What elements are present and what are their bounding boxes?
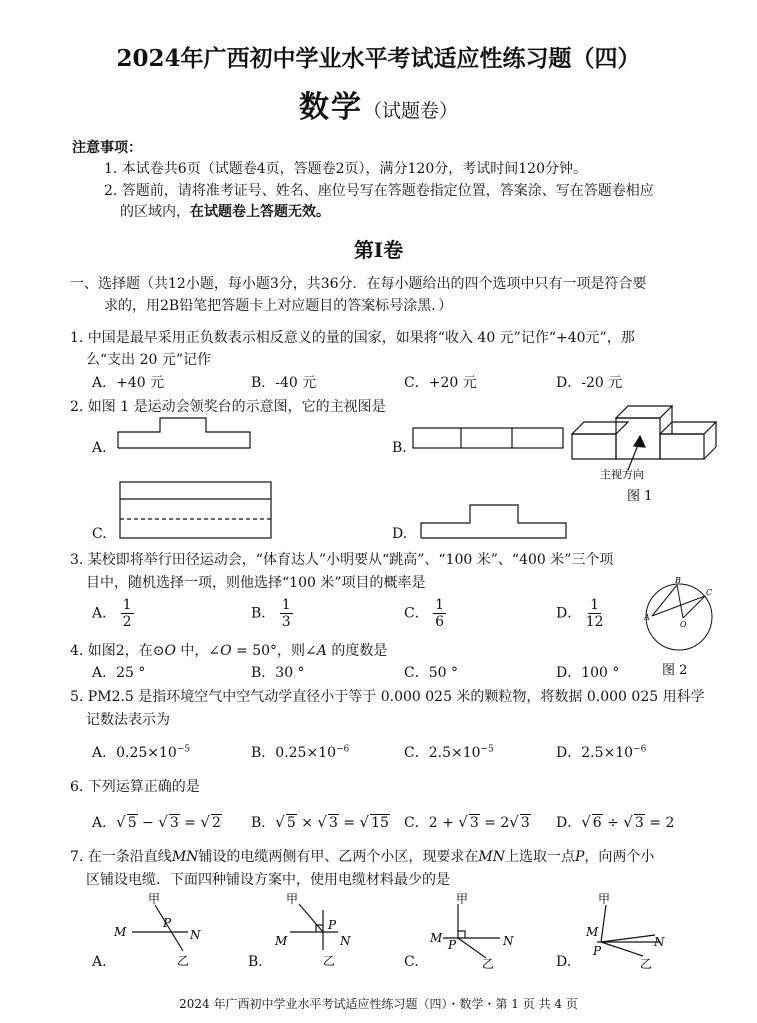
q6-label-b: B． (251, 815, 276, 831)
fig2-point-b: B (675, 576, 681, 585)
q3-fraction-b (280, 597, 293, 630)
q3-option-d (556, 597, 604, 630)
q6a-r1: 5 (127, 815, 137, 831)
q2-figure-b (413, 428, 563, 448)
q3-option-a (92, 597, 134, 630)
q3-label-c: C． (404, 605, 429, 622)
part-title: 第Ⅰ卷 (353, 238, 404, 262)
q5-line-2: 记数法表示为 (86, 712, 170, 728)
q3-label-a: A． (92, 605, 117, 622)
q7b-yi: 乙 (323, 954, 336, 968)
q7-label-c: C. (404, 954, 419, 970)
q7-line1-d: ，向两个小 (584, 849, 655, 865)
q3-den-d: 12 (585, 614, 604, 630)
q3-num-d: 1 (590, 597, 600, 613)
q7b-m: M (275, 934, 288, 948)
q5-mantissa-b: 0.25×10 (275, 745, 337, 761)
q7a-p: P (163, 916, 172, 930)
q6b-r2: 3 (328, 815, 338, 831)
q6c-r2: 3 (520, 815, 530, 831)
q2-label-c: C. (92, 526, 107, 542)
q1-option-b: B．-40 元 (251, 375, 317, 391)
q3-option-b (251, 597, 293, 630)
page-footer: 2024 年广西初中学业水平考试适应性练习题（四）・数学・第 1 页 共 4 页 (179, 997, 578, 1011)
q7a-yi: 乙 (177, 954, 190, 968)
q7-figure-a (132, 905, 188, 951)
q6c-r1: 3 (469, 815, 479, 831)
q7-label-b: B. (248, 954, 263, 970)
q3-option-c (404, 597, 446, 630)
q2-figure-d (421, 505, 566, 538)
q5-exp-d: −6 (633, 744, 647, 755)
q1-line-2: 么“支出 20 元”记作 (86, 352, 212, 368)
q6b-eq: = (338, 815, 360, 831)
q7-line1-b: 铺设的电缆两侧有甲、乙两个小区，现要求在 (198, 849, 479, 865)
q3-num-b: 1 (281, 597, 291, 613)
q4-stem-a2: A (316, 643, 327, 659)
q4-stem-b: 中，∠ (175, 643, 221, 659)
figure-2-circle (646, 584, 712, 650)
q4-stem-o2: O (220, 643, 232, 659)
q6-option-b: B．√ 5 × √ 3 = √ 15 (251, 813, 389, 831)
q7c-n: N (503, 934, 514, 948)
q7-line1-c: 上选取一点 (505, 849, 575, 865)
q3-label-d: D． (556, 605, 582, 622)
q7-line1-a: 7. 在一条沿直线 (70, 849, 172, 865)
q2-label-a: A. (92, 440, 107, 456)
q7-line-1 (70, 846, 654, 866)
q4-fig-label: 图 2 (662, 663, 688, 678)
figure-1-podium (572, 406, 716, 470)
q3-fraction-a (121, 597, 134, 630)
q3-fraction-c (433, 597, 446, 630)
q2-label-d: D. (392, 526, 408, 542)
q5-label-d: D． (556, 745, 582, 761)
q7b-n: N (340, 934, 351, 948)
q5-mantissa-c: 2.5×10 (428, 745, 481, 761)
q5-option-a (92, 742, 190, 762)
q6d-r1: 6 (592, 815, 602, 831)
q6a-op: − (137, 815, 159, 831)
q7-line1-mn2: MN (478, 849, 505, 865)
q7d-yi: 乙 (640, 957, 653, 971)
q5-exp-c: −5 (480, 744, 494, 755)
q6-option-d: D．√ 6 ÷ √ 3 = 2 (556, 813, 675, 831)
q5-option-d (556, 742, 646, 762)
q6a-r2: 3 (169, 815, 179, 831)
q3-line-2: 目中，随机选择一项，则他选择“100 米”项目的概率是 (86, 575, 426, 591)
q5-label-c: C． (404, 745, 429, 761)
q5-option-c (404, 742, 494, 762)
q2-fig-label: 图 1 (627, 489, 653, 504)
q3-den-a: 2 (122, 614, 132, 630)
q6-stem: 6. 下列运算正确的是 (70, 779, 200, 795)
q6c-pre: 2 + (428, 815, 459, 831)
q2-stem: 2. 如图 1 是运动会领奖台的示意图，它的主视图是 (70, 399, 386, 415)
q6-label-a: A． (92, 815, 117, 831)
q5-mantissa-d: 2.5×10 (581, 745, 634, 761)
q3-den-b: 3 (281, 614, 291, 630)
subject-title: 数学 (298, 90, 363, 125)
section1-line-2: 求的，用2B铅笔把答题卡上对应题目的答案标号涂黑．） (104, 298, 453, 314)
q1-option-d: D．-20 元 (556, 375, 623, 391)
q7a-m: M (114, 925, 127, 939)
q7d-n: N (654, 935, 665, 949)
q6b-r1: 5 (286, 815, 296, 831)
q5-mantissa-a: 0.25×10 (116, 745, 177, 761)
q1-line-1: 1. 中国是最早采用正负数表示相反意义的量的国家，如果将“收入 40 元”记作“+40元”，那 (70, 330, 635, 346)
q2-view-label: 主视方向 (600, 468, 644, 481)
q5-exp-b: −6 (336, 744, 350, 755)
notice-heading: 注意事项： (72, 140, 142, 156)
q6d-r2: 3 (634, 815, 644, 831)
q6d-eq: = 2 (644, 815, 675, 831)
notice-line-2b-bold: 在试题卷上答题无效。 (190, 204, 330, 220)
q6a-r3: 2 (211, 815, 221, 831)
q6-option-a: A．√ 5 − √ 3 = √ 2 (92, 813, 221, 831)
q5-label-a: A． (92, 745, 117, 761)
q3-line-1: 3. 某校即将举行田径运动会，“体育达人”小明要从“跳高”、“100 米”、“400 米”三个项 (70, 552, 614, 568)
q4-stem (70, 640, 387, 660)
q7b-jia: 甲 (286, 892, 299, 906)
fig2-point-o: O (680, 620, 687, 629)
q4-option-c: C．50 ° (404, 665, 458, 681)
q2-label-b: B. (392, 440, 407, 456)
q7c-jia: 甲 (456, 892, 469, 906)
q7c-m: M (430, 931, 443, 945)
q1-option-c: C．+20 元 (404, 375, 477, 391)
q4-option-b: B．30 ° (251, 665, 305, 681)
q6-option-c: C．2 + √ 3 = 2√ 3 (404, 813, 530, 831)
paper-type: （试题卷） (362, 100, 458, 122)
q7-label-d: D. (556, 954, 572, 970)
q4-stem-c: = 50°，则∠ (231, 643, 317, 659)
q4-option-a: A．25 ° (92, 665, 146, 681)
q5-label-b: B． (251, 745, 276, 761)
q3-label-b: B． (251, 605, 276, 622)
q6-label-d: D． (556, 815, 582, 831)
q7c-yi: 乙 (482, 957, 495, 971)
q6-label-c: C． (404, 815, 429, 831)
q7a-n: N (190, 928, 201, 942)
q5-line-1: 5. PM2.5 是指环境空气中空气动学直径小于等于 0.000 025 米的颗粒物，将数据 0.000 025 用科学 (70, 689, 705, 705)
q6a-eq: = (179, 815, 201, 831)
fig2-point-a: A (644, 613, 650, 622)
q6c-eq: = 2 (479, 815, 510, 831)
q7-line-2: 区铺设电缆．下面四种铺设方案中，使用电缆材料最少的是 (86, 872, 450, 888)
q5-option-b (251, 742, 349, 762)
q6b-r3: 15 (371, 815, 389, 831)
exam-title: 2024年广西初中学业水平考试适应性练习题（四） (116, 45, 641, 72)
q7d-m: M (586, 925, 599, 939)
q4-stem-d: 的度数是 (326, 643, 388, 659)
q7d-jia: 甲 (598, 892, 611, 906)
q7-line1-mn: MN (171, 849, 199, 865)
q7-label-a: A. (92, 954, 107, 970)
q2-figure-c (120, 482, 271, 538)
section1-line-1: 一、选择题（共12小题，每小题3分，共36分．在每小题给出的四个选项中只有一项是符合要 (70, 276, 647, 292)
q6d-op: ÷ (602, 815, 624, 831)
fig2-point-c: C (706, 588, 713, 597)
q1-option-a: A．+40 元 (92, 375, 165, 391)
q4-stem-a: 4. 如图2，在⊙ (70, 643, 165, 659)
q6b-op: × (296, 815, 318, 831)
q5-exp-a: −5 (176, 744, 191, 755)
notice-line-2b-plain: 的区域内， (120, 204, 190, 220)
q4-option-d: D．100 ° (556, 665, 620, 681)
q3-fraction-d (586, 597, 604, 630)
q3-num-c: 1 (435, 597, 445, 613)
q3-den-c: 6 (435, 614, 445, 630)
notice-line-1: 1. 本试卷共6页（试题卷4页，答题卷2页），满分120分，考试时间120分钟。 (104, 161, 587, 177)
q4-stem-o: O (164, 643, 176, 659)
q7b-p: P (328, 918, 337, 932)
q3-num-a: 1 (122, 597, 132, 613)
q7d-p: P (593, 944, 602, 958)
q7c-p: P (448, 938, 457, 952)
q7-line1-p: P (575, 849, 585, 865)
q7-figure-d (597, 905, 660, 956)
notice-line-2: 2. 答题前，请将准考证号、姓名、座位号写在答题卷指定位置，答案涂、写在答题卷相应 (104, 183, 654, 199)
q7a-jia: 甲 (148, 892, 161, 906)
q2-figure-a (118, 418, 250, 448)
